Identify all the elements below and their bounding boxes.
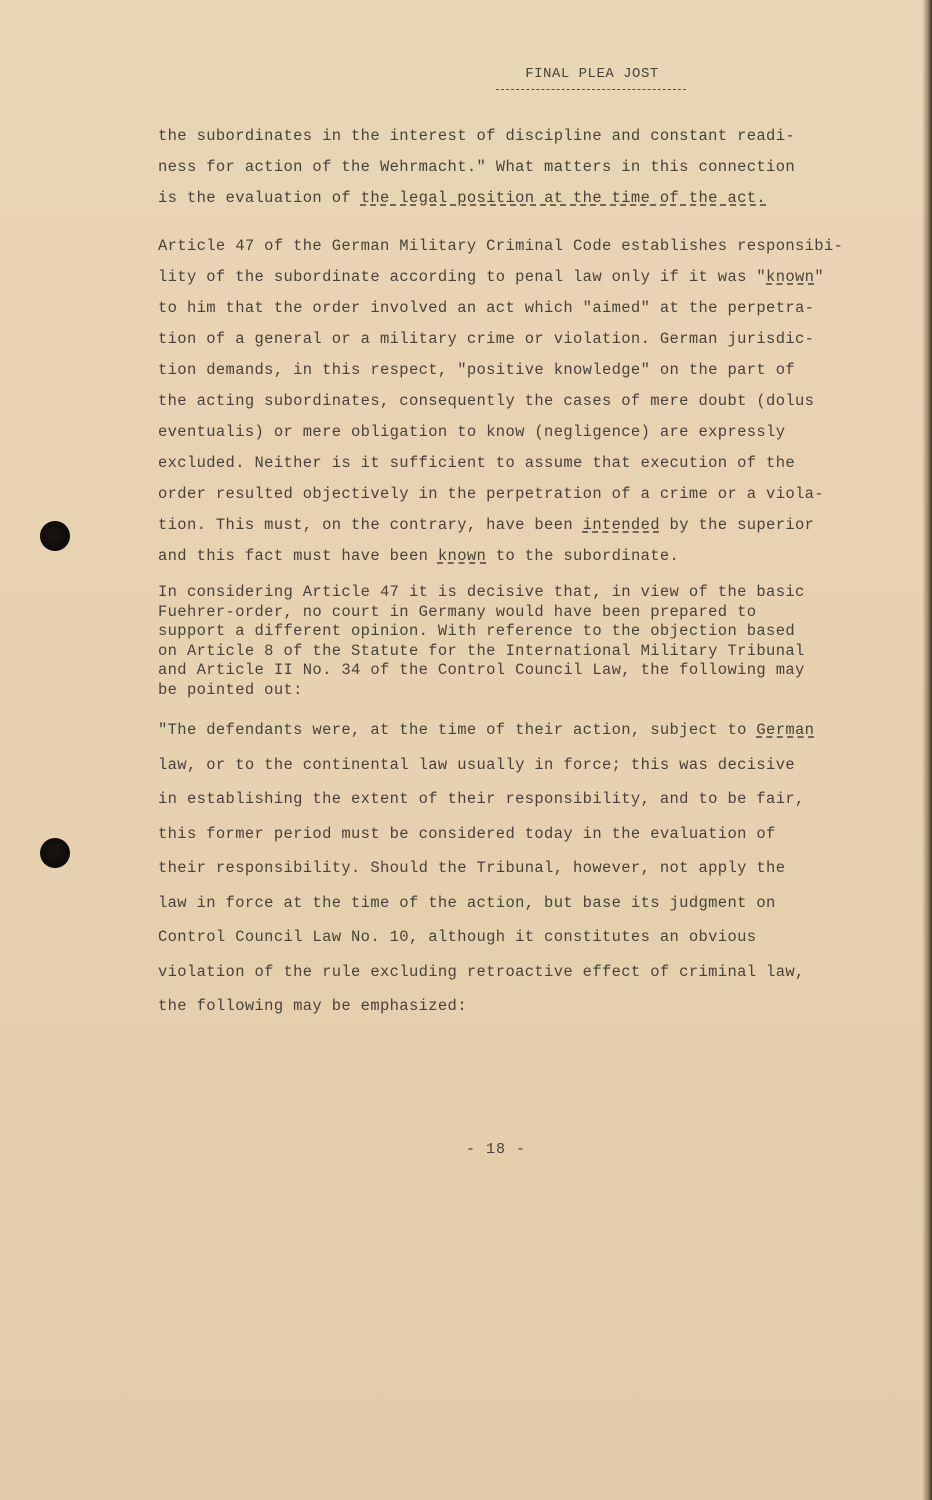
text-line: ness for action of the Wehrmacht." What matters in this connection: [158, 158, 795, 176]
underlined-word: known: [437, 547, 487, 565]
page-header-title: FINAL PLEA JOST: [525, 66, 659, 82]
text-span: ": [814, 268, 824, 286]
text-span: lity of the subordinate according to penal law only if it was ": [158, 268, 767, 286]
text-line: and Article II No. 34 of the Control Council Law, the following may: [158, 661, 805, 679]
text-line: their responsibility. Should the Tribunal, however, not apply the: [158, 859, 786, 877]
header-underline: [496, 89, 686, 90]
text-line: be pointed out:: [158, 680, 303, 699]
text-line: support a different opinion. With reference to the objection based: [158, 622, 795, 640]
text-line: excluded. Neither is it sufficient to assume that execution of the: [158, 454, 795, 472]
paragraph-1: [158, 121, 848, 214]
text-line: eventualis) or mere obligation to know (negligence) are expressly: [158, 423, 786, 441]
text-line: law, or to the continental law usually in force; this was decisive: [158, 755, 795, 774]
text-line: [158, 183, 848, 214]
text-line: Article 47 of the German Military Criminal Code establishes responsibi-: [158, 237, 844, 255]
text-line: order resulted objectively in the perpetration of a crime or a viola-: [158, 485, 824, 503]
text-line: this former period must be considered today in the evaluation of: [158, 824, 776, 843]
text-line: [158, 713, 848, 748]
text-line: law in force at the time of the action, but base its judgment on: [158, 893, 776, 912]
underlined-word: intended: [582, 516, 660, 534]
text-line: the acting subordinates, consequently the cases of mere doubt (dolus: [158, 392, 815, 410]
text-line: Fuehrer-order, no court in Germany would have been prepared to: [158, 602, 757, 621]
text-line: on Article 8 of the Statute for the International Military Tribunal: [158, 641, 805, 660]
text-line: violation of the rule excluding retroactive effect of criminal law,: [158, 962, 805, 981]
text-span: to the subordinate.: [486, 547, 680, 565]
text-span: is the evaluation of: [158, 189, 361, 207]
text-line: to him that the order involved an act which "aimed" at the perpetra-: [158, 299, 815, 317]
page-number: - 18 -: [466, 1141, 527, 1158]
text-line: the subordinates in the interest of discipline and constant readi-: [158, 127, 795, 145]
text-line: tion demands, in this respect, "positive knowledge" on the part of: [158, 361, 795, 379]
text-line: In considering Article 47 it is decisive that, in view of the basic: [158, 583, 805, 601]
text-line: [158, 510, 848, 541]
text-line: [158, 262, 848, 293]
underlined-word: German: [756, 721, 815, 739]
text-line: Control Council Law No. 10, although it constitutes an obvious: [158, 928, 757, 946]
text-line: in establishing the extent of their responsibility, and to be fair,: [158, 790, 805, 808]
text-span: by the superior: [659, 516, 815, 534]
page-edge-shadow: [922, 0, 932, 1500]
paragraph-2: [158, 231, 848, 572]
text-span: and this fact must have been: [158, 547, 438, 565]
text-line: [158, 541, 848, 572]
paragraph-3: [158, 583, 848, 700]
underlined-phrase: the legal position at the time of the act.: [360, 189, 767, 207]
text-span: tion. This must, on the contrary, have been: [158, 516, 583, 534]
paragraph-4-quote: [158, 713, 848, 1024]
text-line: tion of a general or a military crime or violation. German jurisdic-: [158, 330, 815, 348]
punch-hole: [40, 521, 70, 551]
underlined-word: known: [766, 268, 815, 286]
text-line: the following may be emphasized:: [158, 997, 467, 1015]
punch-hole: [40, 838, 70, 868]
text-span: "The defendants were, at the time of their action, subject to: [158, 721, 757, 739]
